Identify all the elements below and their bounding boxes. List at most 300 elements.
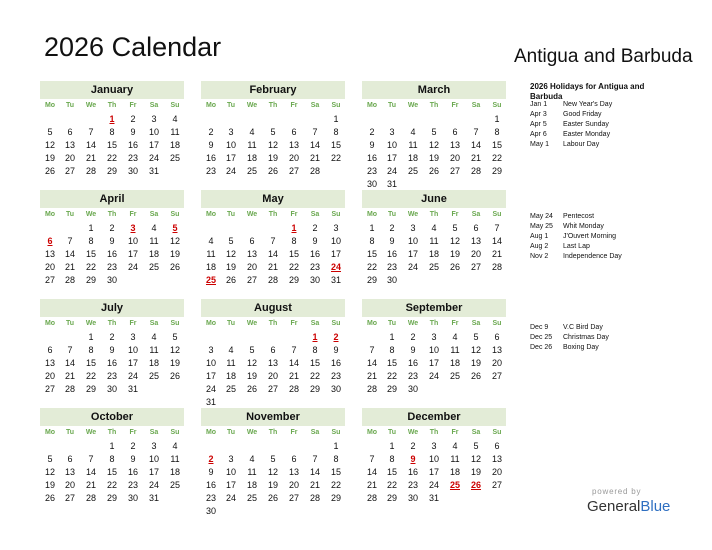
day-cell[interactable]: 13	[288, 140, 299, 150]
day-cell[interactable]: 27	[64, 166, 75, 176]
day-cell[interactable]: 24	[148, 480, 159, 490]
holiday-day[interactable]: 24	[330, 262, 341, 272]
day-cell[interactable]: 16	[309, 249, 320, 259]
day-cell[interactable]: 12	[267, 140, 278, 150]
day-cell[interactable]: 13	[449, 140, 460, 150]
day-cell[interactable]: 28	[366, 493, 377, 503]
day-cell[interactable]: 21	[85, 480, 96, 490]
day-cell[interactable]: 19	[246, 371, 257, 381]
day-cell[interactable]: 16	[106, 249, 117, 259]
day-cell[interactable]: 19	[225, 262, 236, 272]
day-cell[interactable]: 16	[127, 467, 138, 477]
day-cell[interactable]: 2	[369, 127, 375, 137]
day-cell[interactable]: 23	[127, 153, 138, 163]
day-cell[interactable]: 11	[170, 454, 180, 464]
day-cell[interactable]: 24	[428, 371, 439, 381]
day-cell[interactable]: 21	[64, 262, 75, 272]
day-cell[interactable]: 6	[47, 345, 53, 355]
day-cell[interactable]: 26	[449, 262, 460, 272]
day-cell[interactable]: 15	[386, 358, 397, 368]
day-cell[interactable]: 25	[246, 493, 257, 503]
day-cell[interactable]: 14	[288, 358, 299, 368]
day-cell[interactable]: 7	[67, 236, 73, 246]
day-cell[interactable]: 22	[386, 371, 397, 381]
day-cell[interactable]: 16	[386, 249, 397, 259]
day-cell[interactable]: 9	[369, 140, 375, 150]
day-cell[interactable]: 3	[389, 127, 395, 137]
day-cell[interactable]: 12	[267, 467, 278, 477]
day-cell[interactable]: 14	[85, 467, 96, 477]
day-cell[interactable]: 6	[270, 345, 276, 355]
day-cell[interactable]: 8	[389, 345, 395, 355]
day-cell[interactable]: 3	[130, 332, 136, 342]
day-cell[interactable]: 21	[491, 249, 502, 259]
day-cell[interactable]: 9	[208, 467, 214, 477]
day-cell[interactable]: 3	[228, 454, 234, 464]
day-cell[interactable]: 27	[246, 275, 257, 285]
day-cell[interactable]: 11	[206, 249, 216, 259]
day-cell[interactable]: 28	[64, 384, 75, 394]
day-cell[interactable]: 21	[64, 371, 75, 381]
day-cell[interactable]: 29	[85, 275, 96, 285]
day-cell[interactable]: 22	[491, 153, 502, 163]
day-cell[interactable]: 20	[64, 480, 75, 490]
day-cell[interactable]: 16	[127, 140, 138, 150]
day-cell[interactable]: 10	[225, 467, 236, 477]
day-cell[interactable]: 2	[130, 114, 136, 124]
day-cell[interactable]: 8	[109, 454, 115, 464]
day-cell[interactable]: 19	[470, 358, 481, 368]
day-cell[interactable]: 10	[407, 236, 418, 246]
day-cell[interactable]: 20	[491, 467, 502, 477]
holiday-day[interactable]: 1	[109, 114, 115, 124]
day-cell[interactable]: 22	[330, 480, 341, 490]
day-cell[interactable]: 18	[169, 467, 180, 477]
day-cell[interactable]: 6	[291, 127, 297, 137]
day-cell[interactable]: 15	[330, 140, 341, 150]
day-cell[interactable]: 24	[205, 384, 216, 394]
day-cell[interactable]: 7	[473, 127, 479, 137]
day-cell[interactable]: 3	[431, 332, 437, 342]
day-cell[interactable]: 18	[449, 358, 460, 368]
day-cell[interactable]: 2	[109, 223, 115, 233]
day-cell[interactable]: 15	[366, 249, 377, 259]
day-cell[interactable]: 26	[267, 493, 278, 503]
day-cell[interactable]: 21	[470, 153, 481, 163]
day-cell[interactable]: 3	[151, 441, 157, 451]
day-cell[interactable]: 9	[109, 345, 115, 355]
day-cell[interactable]: 7	[88, 127, 94, 137]
day-cell[interactable]: 28	[309, 493, 320, 503]
day-cell[interactable]: 14	[85, 140, 96, 150]
day-cell[interactable]: 21	[85, 153, 96, 163]
day-cell[interactable]: 11	[149, 345, 159, 355]
day-cell[interactable]: 18	[148, 249, 159, 259]
day-cell[interactable]: 13	[470, 236, 481, 246]
day-cell[interactable]: 12	[169, 236, 180, 246]
day-cell[interactable]: 30	[407, 384, 418, 394]
day-cell[interactable]: 28	[267, 275, 278, 285]
day-cell[interactable]: 20	[246, 262, 257, 272]
day-cell[interactable]: 23	[386, 262, 397, 272]
day-cell[interactable]: 14	[267, 249, 278, 259]
day-cell[interactable]: 5	[228, 236, 234, 246]
day-cell[interactable]: 17	[127, 358, 138, 368]
day-cell[interactable]: 31	[205, 397, 216, 407]
day-cell[interactable]: 22	[386, 480, 397, 490]
day-cell[interactable]: 31	[330, 275, 341, 285]
day-cell[interactable]: 29	[386, 384, 397, 394]
day-cell[interactable]: 23	[106, 262, 117, 272]
day-cell[interactable]: 27	[470, 262, 481, 272]
day-cell[interactable]: 29	[288, 275, 299, 285]
day-cell[interactable]: 12	[246, 358, 257, 368]
day-cell[interactable]: 12	[428, 140, 439, 150]
day-cell[interactable]: 1	[389, 441, 395, 451]
day-cell[interactable]: 16	[407, 358, 418, 368]
day-cell[interactable]: 21	[366, 371, 377, 381]
day-cell[interactable]: 31	[148, 493, 159, 503]
day-cell[interactable]: 14	[309, 467, 320, 477]
day-cell[interactable]: 13	[246, 249, 257, 259]
day-cell[interactable]: 6	[452, 127, 458, 137]
day-cell[interactable]: 18	[449, 467, 460, 477]
day-cell[interactable]: 5	[270, 454, 276, 464]
day-cell[interactable]: 28	[288, 384, 299, 394]
day-cell[interactable]: 6	[494, 441, 500, 451]
day-cell[interactable]: 3	[151, 114, 157, 124]
day-cell[interactable]: 13	[288, 467, 299, 477]
day-cell[interactable]: 8	[494, 127, 500, 137]
day-cell[interactable]: 3	[333, 223, 339, 233]
day-cell[interactable]: 13	[64, 467, 75, 477]
day-cell[interactable]: 4	[172, 114, 178, 124]
day-cell[interactable]: 28	[470, 166, 481, 176]
day-cell[interactable]: 2	[208, 127, 214, 137]
day-cell[interactable]: 7	[291, 345, 297, 355]
day-cell[interactable]: 28	[309, 166, 320, 176]
day-cell[interactable]: 5	[172, 332, 178, 342]
day-cell[interactable]: 26	[44, 493, 55, 503]
day-cell[interactable]: 24	[148, 153, 159, 163]
day-cell[interactable]: 5	[249, 345, 255, 355]
day-cell[interactable]: 11	[247, 140, 257, 150]
day-cell[interactable]: 17	[148, 467, 159, 477]
day-cell[interactable]: 21	[267, 262, 278, 272]
day-cell[interactable]: 25	[449, 371, 460, 381]
day-cell[interactable]: 7	[369, 345, 375, 355]
day-cell[interactable]: 17	[205, 371, 216, 381]
day-cell[interactable]: 3	[431, 441, 437, 451]
day-cell[interactable]: 22	[366, 262, 377, 272]
day-cell[interactable]: 25	[246, 166, 257, 176]
day-cell[interactable]: 11	[429, 236, 439, 246]
day-cell[interactable]: 13	[44, 249, 55, 259]
day-cell[interactable]: 24	[225, 166, 236, 176]
day-cell[interactable]: 30	[330, 384, 341, 394]
day-cell[interactable]: 18	[225, 371, 236, 381]
day-cell[interactable]: 14	[64, 249, 75, 259]
day-cell[interactable]: 9	[208, 140, 214, 150]
day-cell[interactable]: 25	[169, 480, 180, 490]
holiday-day[interactable]: 25	[205, 275, 216, 285]
day-cell[interactable]: 16	[366, 153, 377, 163]
day-cell[interactable]: 17	[225, 480, 236, 490]
day-cell[interactable]: 26	[169, 371, 180, 381]
day-cell[interactable]: 11	[170, 127, 180, 137]
day-cell[interactable]: 22	[288, 262, 299, 272]
day-cell[interactable]: 29	[106, 166, 117, 176]
day-cell[interactable]: 4	[410, 127, 416, 137]
day-cell[interactable]: 3	[410, 223, 416, 233]
day-cell[interactable]: 22	[85, 371, 96, 381]
day-cell[interactable]: 23	[407, 371, 418, 381]
day-cell[interactable]: 29	[309, 384, 320, 394]
day-cell[interactable]: 23	[106, 371, 117, 381]
day-cell[interactable]: 30	[127, 166, 138, 176]
day-cell[interactable]: 17	[225, 153, 236, 163]
day-cell[interactable]: 10	[127, 345, 138, 355]
day-cell[interactable]: 6	[67, 127, 73, 137]
day-cell[interactable]: 24	[428, 480, 439, 490]
day-cell[interactable]: 11	[408, 140, 418, 150]
holiday-day[interactable]: 9	[410, 454, 416, 464]
day-cell[interactable]: 22	[106, 153, 117, 163]
day-cell[interactable]: 20	[288, 480, 299, 490]
day-cell[interactable]: 23	[366, 166, 377, 176]
day-cell[interactable]: 29	[491, 166, 502, 176]
day-cell[interactable]: 9	[312, 236, 318, 246]
day-cell[interactable]: 10	[386, 140, 397, 150]
day-cell[interactable]: 25	[428, 262, 439, 272]
day-cell[interactable]: 16	[106, 358, 117, 368]
holiday-day[interactable]: 2	[208, 454, 214, 464]
day-cell[interactable]: 8	[369, 236, 375, 246]
day-cell[interactable]: 4	[172, 441, 178, 451]
day-cell[interactable]: 7	[270, 236, 276, 246]
day-cell[interactable]: 28	[85, 166, 96, 176]
day-cell[interactable]: 26	[169, 262, 180, 272]
day-cell[interactable]: 18	[205, 262, 216, 272]
day-cell[interactable]: 12	[470, 345, 481, 355]
day-cell[interactable]: 5	[473, 332, 479, 342]
day-cell[interactable]: 5	[47, 454, 53, 464]
day-cell[interactable]: 28	[85, 493, 96, 503]
day-cell[interactable]: 4	[208, 236, 214, 246]
day-cell[interactable]: 15	[85, 358, 96, 368]
day-cell[interactable]: 18	[148, 358, 159, 368]
day-cell[interactable]: 5	[452, 223, 458, 233]
day-cell[interactable]: 1	[494, 114, 500, 124]
day-cell[interactable]: 25	[148, 371, 159, 381]
day-cell[interactable]: 1	[109, 441, 115, 451]
day-cell[interactable]: 8	[88, 345, 94, 355]
day-cell[interactable]: 15	[106, 467, 117, 477]
day-cell[interactable]: 26	[267, 166, 278, 176]
day-cell[interactable]: 12	[44, 467, 55, 477]
day-cell[interactable]: 29	[386, 493, 397, 503]
day-cell[interactable]: 21	[288, 371, 299, 381]
day-cell[interactable]: 18	[169, 140, 180, 150]
day-cell[interactable]: 8	[88, 236, 94, 246]
day-cell[interactable]: 2	[389, 223, 395, 233]
day-cell[interactable]: 16	[407, 467, 418, 477]
day-cell[interactable]: 6	[249, 236, 255, 246]
day-cell[interactable]: 1	[389, 332, 395, 342]
day-cell[interactable]: 17	[407, 249, 418, 259]
day-cell[interactable]: 27	[64, 493, 75, 503]
day-cell[interactable]: 19	[428, 153, 439, 163]
day-cell[interactable]: 15	[330, 467, 341, 477]
day-cell[interactable]: 20	[470, 249, 481, 259]
day-cell[interactable]: 5	[431, 127, 437, 137]
day-cell[interactable]: 28	[64, 275, 75, 285]
day-cell[interactable]: 15	[491, 140, 502, 150]
day-cell[interactable]: 27	[288, 166, 299, 176]
day-cell[interactable]: 13	[267, 358, 278, 368]
day-cell[interactable]: 17	[148, 140, 159, 150]
day-cell[interactable]: 1	[333, 114, 339, 124]
day-cell[interactable]: 25	[225, 384, 236, 394]
day-cell[interactable]: 14	[491, 236, 502, 246]
day-cell[interactable]: 25	[148, 262, 159, 272]
day-cell[interactable]: 8	[312, 345, 318, 355]
day-cell[interactable]: 27	[288, 493, 299, 503]
day-cell[interactable]: 11	[450, 345, 460, 355]
day-cell[interactable]: 20	[44, 262, 55, 272]
day-cell[interactable]: 2	[410, 332, 416, 342]
day-cell[interactable]: 30	[386, 275, 397, 285]
day-cell[interactable]: 11	[247, 467, 257, 477]
day-cell[interactable]: 27	[44, 275, 55, 285]
day-cell[interactable]: 14	[366, 358, 377, 368]
day-cell[interactable]: 14	[366, 467, 377, 477]
day-cell[interactable]: 18	[246, 480, 257, 490]
day-cell[interactable]: 24	[407, 262, 418, 272]
day-cell[interactable]: 19	[470, 467, 481, 477]
day-cell[interactable]: 6	[67, 454, 73, 464]
day-cell[interactable]: 8	[389, 454, 395, 464]
day-cell[interactable]: 27	[449, 166, 460, 176]
day-cell[interactable]: 6	[291, 454, 297, 464]
day-cell[interactable]: 17	[386, 153, 397, 163]
day-cell[interactable]: 10	[428, 454, 439, 464]
day-cell[interactable]: 30	[106, 275, 117, 285]
day-cell[interactable]: 20	[491, 358, 502, 368]
day-cell[interactable]: 4	[151, 332, 157, 342]
day-cell[interactable]: 11	[149, 236, 159, 246]
day-cell[interactable]: 5	[270, 127, 276, 137]
day-cell[interactable]: 10	[428, 345, 439, 355]
day-cell[interactable]: 6	[473, 223, 479, 233]
day-cell[interactable]: 27	[491, 371, 502, 381]
day-cell[interactable]: 31	[428, 493, 439, 503]
day-cell[interactable]: 20	[64, 153, 75, 163]
day-cell[interactable]: 20	[288, 153, 299, 163]
day-cell[interactable]: 22	[330, 153, 341, 163]
day-cell[interactable]: 15	[85, 249, 96, 259]
holiday-day[interactable]: 26	[470, 480, 481, 490]
day-cell[interactable]: 23	[330, 371, 341, 381]
day-cell[interactable]: 10	[127, 236, 138, 246]
holiday-day[interactable]: 5	[172, 223, 178, 233]
day-cell[interactable]: 12	[225, 249, 236, 259]
day-cell[interactable]: 31	[148, 166, 159, 176]
day-cell[interactable]: 30	[205, 506, 216, 516]
day-cell[interactable]: 3	[228, 127, 234, 137]
day-cell[interactable]: 19	[267, 153, 278, 163]
day-cell[interactable]: 12	[44, 140, 55, 150]
day-cell[interactable]: 9	[130, 454, 136, 464]
day-cell[interactable]: 24	[127, 262, 138, 272]
holiday-day[interactable]: 2	[333, 332, 339, 342]
day-cell[interactable]: 13	[44, 358, 55, 368]
day-cell[interactable]: 30	[127, 493, 138, 503]
day-cell[interactable]: 4	[249, 127, 255, 137]
day-cell[interactable]: 22	[106, 480, 117, 490]
holiday-day[interactable]: 25	[449, 480, 460, 490]
day-cell[interactable]: 2	[130, 441, 136, 451]
day-cell[interactable]: 19	[169, 249, 180, 259]
day-cell[interactable]: 9	[389, 236, 395, 246]
day-cell[interactable]: 22	[85, 262, 96, 272]
day-cell[interactable]: 24	[225, 493, 236, 503]
day-cell[interactable]: 18	[428, 249, 439, 259]
day-cell[interactable]: 19	[44, 153, 55, 163]
day-cell[interactable]: 25	[407, 166, 418, 176]
day-cell[interactable]: 1	[333, 441, 339, 451]
day-cell[interactable]: 26	[428, 166, 439, 176]
holiday-day[interactable]: 6	[47, 236, 53, 246]
day-cell[interactable]: 1	[88, 332, 94, 342]
brand-logo[interactable]	[587, 498, 670, 515]
day-cell[interactable]: 7	[67, 345, 73, 355]
day-cell[interactable]: 10	[330, 236, 341, 246]
day-cell[interactable]: 7	[312, 127, 318, 137]
day-cell[interactable]: 1	[369, 223, 375, 233]
day-cell[interactable]: 17	[428, 358, 439, 368]
day-cell[interactable]: 4	[228, 345, 234, 355]
day-cell[interactable]: 9	[130, 127, 136, 137]
day-cell[interactable]: 13	[491, 454, 502, 464]
day-cell[interactable]: 17	[428, 467, 439, 477]
day-cell[interactable]: 10	[148, 127, 159, 137]
day-cell[interactable]: 27	[267, 384, 278, 394]
day-cell[interactable]: 15	[386, 467, 397, 477]
day-cell[interactable]: 24	[386, 166, 397, 176]
day-cell[interactable]: 26	[470, 371, 481, 381]
day-cell[interactable]: 10	[225, 140, 236, 150]
day-cell[interactable]: 2	[410, 441, 416, 451]
day-cell[interactable]: 13	[64, 140, 75, 150]
day-cell[interactable]: 16	[330, 358, 341, 368]
day-cell[interactable]: 15	[288, 249, 299, 259]
day-cell[interactable]: 22	[309, 371, 320, 381]
day-cell[interactable]: 10	[205, 358, 216, 368]
day-cell[interactable]: 7	[312, 454, 318, 464]
day-cell[interactable]: 14	[470, 140, 481, 150]
day-cell[interactable]: 19	[267, 480, 278, 490]
day-cell[interactable]: 16	[205, 153, 216, 163]
day-cell[interactable]: 12	[169, 345, 180, 355]
day-cell[interactable]: 25	[169, 153, 180, 163]
holiday-day[interactable]: 1	[291, 223, 297, 233]
day-cell[interactable]: 30	[407, 493, 418, 503]
day-cell[interactable]: 17	[127, 249, 138, 259]
day-cell[interactable]: 2	[312, 223, 318, 233]
day-cell[interactable]: 23	[309, 262, 320, 272]
day-cell[interactable]: 9	[410, 345, 416, 355]
